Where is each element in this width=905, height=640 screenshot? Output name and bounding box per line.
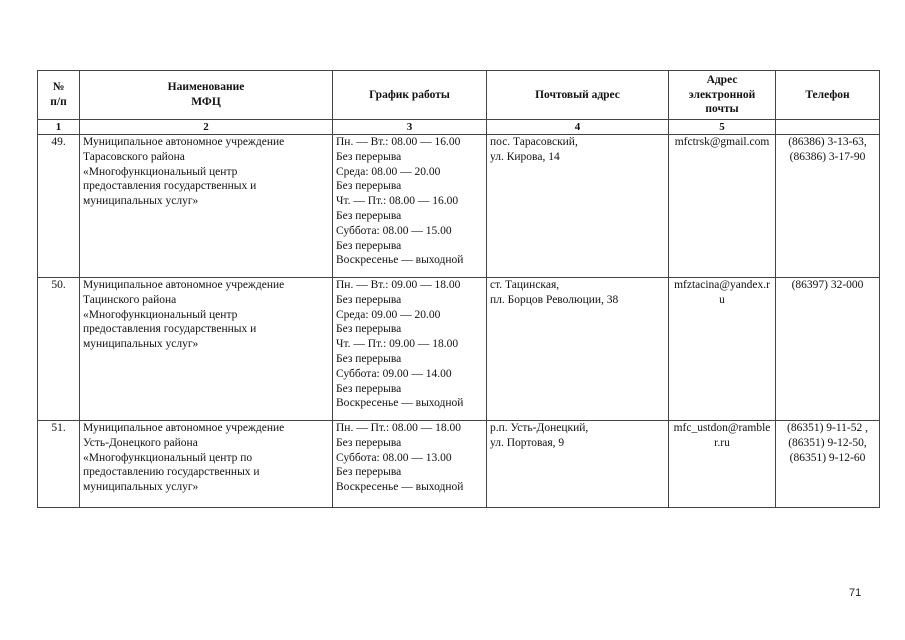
header-row bbox=[38, 71, 880, 120]
email-address: mfztacina@yandex.ru bbox=[669, 278, 776, 421]
column-number: 4 bbox=[487, 120, 669, 135]
row-number: 49. bbox=[38, 135, 80, 278]
header-postal-address: Почтовый адрес bbox=[487, 71, 669, 120]
header-name: Наименование МФЦ bbox=[80, 71, 333, 120]
column-number bbox=[776, 120, 880, 135]
email-address: mfc_ustdon@rambler.ru bbox=[669, 421, 776, 508]
row-number: 51. bbox=[38, 421, 80, 508]
table-row bbox=[38, 421, 880, 508]
phone-number: (86386) 3-13-63, (86386) 3-17-90 bbox=[776, 135, 880, 278]
mfc-table bbox=[37, 70, 880, 508]
table-row bbox=[38, 278, 880, 421]
column-number-row bbox=[38, 120, 880, 135]
email-address: mfctrsk@gmail.com bbox=[669, 135, 776, 278]
header-num: № п/п bbox=[38, 71, 80, 120]
phone-number: (86351) 9-11-52 , (86351) 9-12-50, (86351) 9-12-60 bbox=[776, 421, 880, 508]
work-schedule: Пн. — Пт.: 08.00 — 18.00 Без перерыва Суббота: 08.00 — 13.00 Без перерыва Воскресенье — выходной bbox=[333, 421, 487, 508]
mfc-name: Муниципальное автономное учреждение Усть-Донецкого района «Многофункциональный центр по предоставлению государственных и муниципальных услуг» bbox=[80, 421, 333, 508]
work-schedule: Пн. — Вт.: 08.00 — 16.00 Без перерыва Среда: 08.00 — 20.00 Без перерыва Чт. — Пт.: 08.00 — 16.00 Без перерыва Суббота: 08.00 — 15.00 Без перерыва Воскресенье — выходной bbox=[333, 135, 487, 278]
postal-address: пос. Тарасовский, ул. Кирова, 14 bbox=[487, 135, 669, 278]
column-number: 1 bbox=[38, 120, 80, 135]
postal-address: ст. Тацинская, пл. Борцов Революции, 38 bbox=[487, 278, 669, 421]
header-phone: Телефон bbox=[776, 71, 880, 120]
page-number: 71 bbox=[849, 587, 862, 599]
row-number: 50. bbox=[38, 278, 80, 421]
mfc-name: Муниципальное автономное учреждение Тацинского района «Многофункциональный центр предоставления государственных и муниципальных услуг» bbox=[80, 278, 333, 421]
header-schedule: График работы bbox=[333, 71, 487, 120]
column-number: 3 bbox=[333, 120, 487, 135]
work-schedule: Пн. — Вт.: 09.00 — 18.00 Без перерыва Среда: 09.00 — 20.00 Без перерыва Чт. — Пт.: 09.00 — 18.00 Без перерыва Суббота: 09.00 — 14.00 Без перерыва Воскресенье — выходной bbox=[333, 278, 487, 421]
column-number: 2 bbox=[80, 120, 333, 135]
phone-number: (86397) 32-000 bbox=[776, 278, 880, 421]
mfc-name: Муниципальное автономное учреждение Тарасовского района «Многофункциональный центр предоставления государственных и муниципальных услуг» bbox=[80, 135, 333, 278]
postal-address: р.п. Усть-Донецкий, ул. Портовая, 9 bbox=[487, 421, 669, 508]
table-row bbox=[38, 135, 880, 278]
column-number: 5 bbox=[669, 120, 776, 135]
header-email: Адрес электронной почты bbox=[669, 71, 776, 120]
